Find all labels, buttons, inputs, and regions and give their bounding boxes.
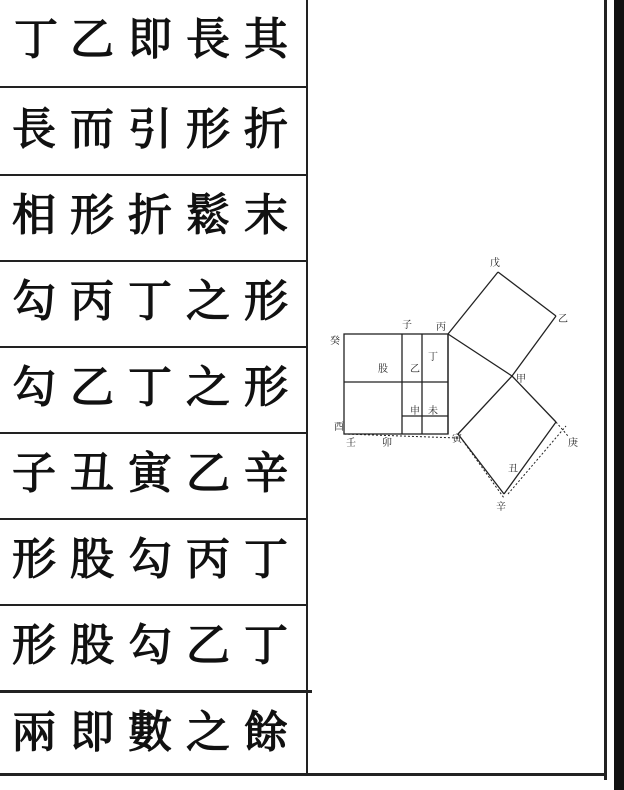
char: 勾 xyxy=(12,362,58,413)
char: 形 xyxy=(12,620,58,671)
text-row-9 xyxy=(0,693,312,775)
char: 形 xyxy=(244,276,290,327)
char: 數 xyxy=(128,707,174,758)
char: 其 xyxy=(244,14,290,65)
label-inner-c: 股 xyxy=(378,364,388,375)
pythagorean-diagram xyxy=(318,250,608,530)
char: 之 xyxy=(186,276,232,327)
label-inner-e: 申 xyxy=(410,406,420,417)
diag-line xyxy=(458,376,512,434)
char: 丁 xyxy=(128,362,174,413)
char: 之 xyxy=(186,707,232,758)
scan-edge xyxy=(614,0,624,790)
text-row-6 xyxy=(0,434,312,518)
dotted-line xyxy=(508,426,566,494)
label-upper-right: 乙 xyxy=(558,314,568,325)
char: 辛 xyxy=(244,448,290,499)
char: 乙 xyxy=(70,14,116,65)
char: 形 xyxy=(244,362,290,413)
char: 丁 xyxy=(244,534,290,585)
char: 引 xyxy=(128,104,174,155)
rect-outer xyxy=(344,334,448,434)
char: 而 xyxy=(70,104,116,155)
label-bottom: 辛 xyxy=(496,502,506,513)
text-row-7 xyxy=(0,520,312,604)
char: 相 xyxy=(12,190,58,241)
diag-line xyxy=(448,272,498,334)
text-row-3 xyxy=(0,176,312,260)
char: 即 xyxy=(128,14,174,65)
char: 股 xyxy=(70,620,116,671)
diag-line xyxy=(512,316,556,376)
char: 勾 xyxy=(128,620,174,671)
text-row-4 xyxy=(0,262,312,346)
char: 勾 xyxy=(12,276,58,327)
char: 之 xyxy=(186,362,232,413)
char: 形 xyxy=(186,104,232,155)
char: 餘 xyxy=(244,707,290,758)
char: 丁 xyxy=(14,14,60,65)
text-row-8 xyxy=(0,606,312,690)
text-row-5 xyxy=(0,348,312,432)
char: 鬆 xyxy=(186,190,232,241)
label-left-mid: 子 xyxy=(402,320,412,331)
label-top: 戊 xyxy=(490,258,500,269)
char: 即 xyxy=(70,707,116,758)
label-right-low: 丑 xyxy=(508,464,518,475)
char: 乙 xyxy=(70,362,116,413)
char: 形 xyxy=(12,534,58,585)
char: 丙 xyxy=(186,534,232,585)
char: 末 xyxy=(244,190,290,241)
char: 丁 xyxy=(128,276,174,327)
label-bottom-mid: 卯 xyxy=(382,438,392,449)
char: 折 xyxy=(128,190,174,241)
text-row-1 xyxy=(0,0,312,86)
diag-line xyxy=(458,434,504,494)
text-columns xyxy=(0,0,312,775)
diag-line xyxy=(504,422,556,494)
char: 兩 xyxy=(12,707,58,758)
char: 丑 xyxy=(70,448,116,499)
char: 形 xyxy=(70,190,116,241)
char: 長 xyxy=(12,104,58,155)
label-left-bottom: 壬 xyxy=(346,438,356,449)
dotted-line xyxy=(556,422,568,436)
char: 丁 xyxy=(244,620,290,671)
char: 寅 xyxy=(128,448,174,499)
char: 折 xyxy=(244,104,290,155)
label-inner-b: 乙 xyxy=(410,364,420,375)
label-center: 甲 xyxy=(516,374,526,385)
char: 長 xyxy=(186,14,232,65)
label-inner-d: 未 xyxy=(428,406,438,417)
char: 股 xyxy=(70,534,116,585)
char: 丙 xyxy=(70,276,116,327)
diag-line xyxy=(498,272,556,316)
char: 乙 xyxy=(186,620,232,671)
label-inner-f: 丙 xyxy=(436,322,446,333)
diag-line xyxy=(448,334,512,376)
label-inner-a: 丁 xyxy=(428,352,438,363)
char: 勾 xyxy=(128,534,174,585)
char: 乙 xyxy=(186,448,232,499)
label-bottom-left: 酉 xyxy=(334,422,344,433)
label-right-corner: 庚 xyxy=(568,438,578,449)
text-row-2 xyxy=(0,88,312,174)
char: 子 xyxy=(12,448,58,499)
label-inner-g: 寅 xyxy=(452,434,462,445)
label-left-top: 癸 xyxy=(330,336,340,347)
